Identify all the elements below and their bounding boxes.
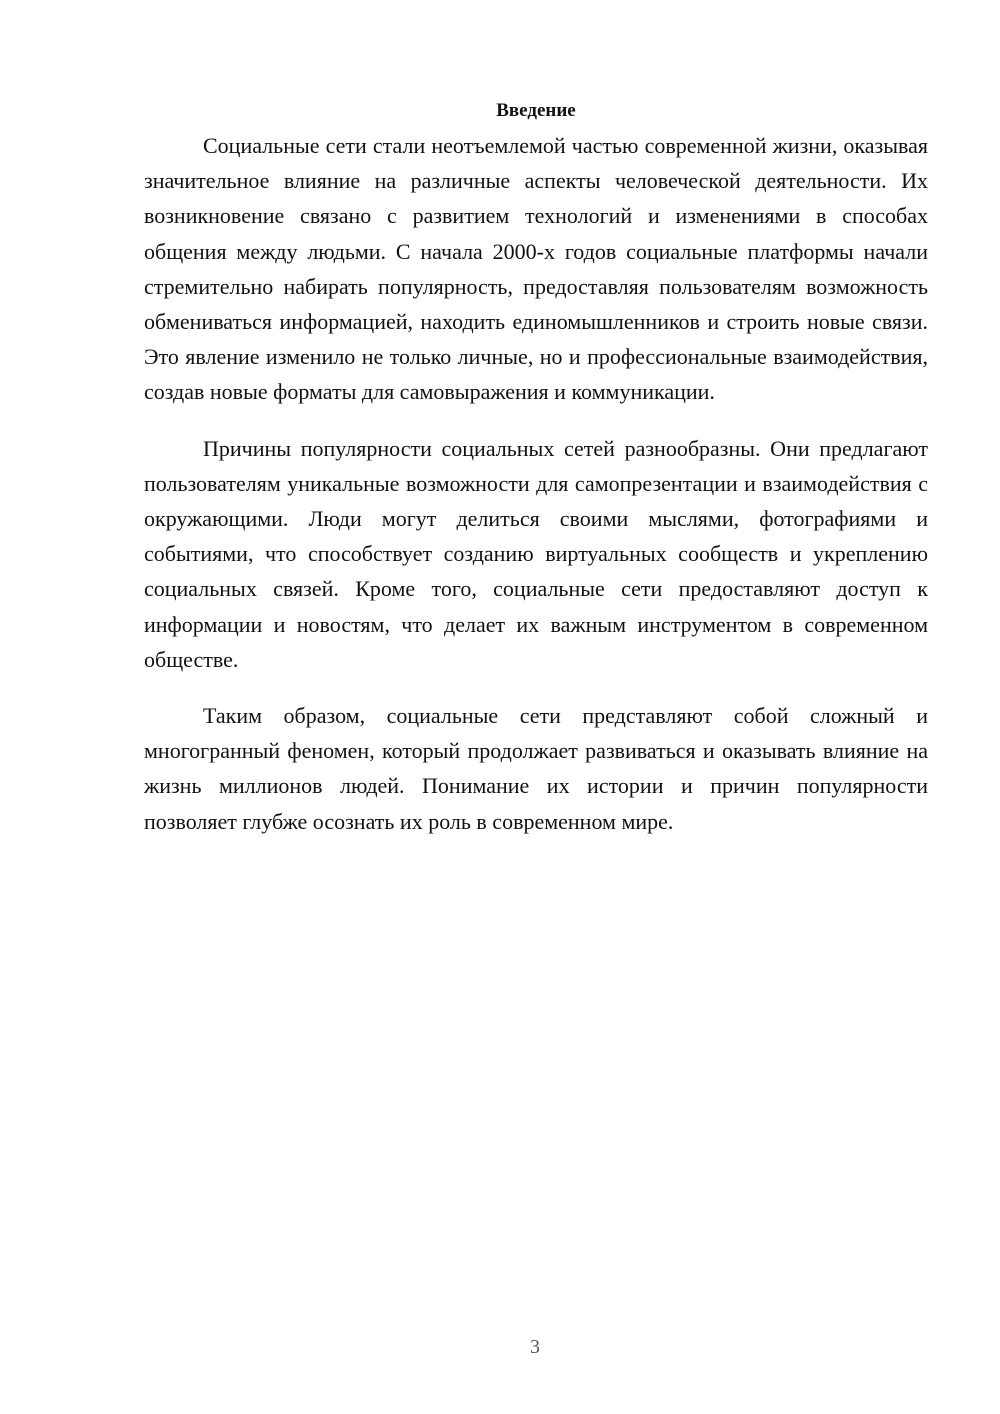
page-number: 3 <box>530 1336 540 1358</box>
paragraph-2: Причины популярности социальных сетей разнообразны. Они предлагают пользователям уникальные возможности для самопрезентации и взаимодействия с окружающими. Люди могут делиться своими мыслями, фотографиями и событиями, что способствует созданию виртуальных сообществ и укреплению социальных связей. Кроме того, социальные сети предоставляют доступ к информации и новостям, что делает их важным инструментом в современном обществе. <box>144 435 928 672</box>
page-content <box>144 96 928 839</box>
paragraph-1: Социальные сети стали неотъемлемой частью современной жизни, оказывая значительное влияние на различные аспекты человеческой деятельности. Их возникновение связано с развитием технологий и изменениями в способах общения между людьми. С начала 2000-х годов социальные платформы начали стремительно набирать популярность, предоставляя пользователям возможность обмениваться информацией, находить единомышленников и строить новые связи. Это явление изменило не только личные, но и профессиональные взаимодействия, создав новые форматы для самовыражения и коммуникации. <box>144 133 928 405</box>
section-title: Введение <box>496 100 576 121</box>
paragraph-3: Таким образом, социальные сети представляют собой сложный и многогранный феномен, который продолжает развиваться и оказывать влияние на жизнь миллионов людей. Понимание их истории и причин популярности позволяет глубже осознать их роль в современном мире. <box>144 703 928 834</box>
